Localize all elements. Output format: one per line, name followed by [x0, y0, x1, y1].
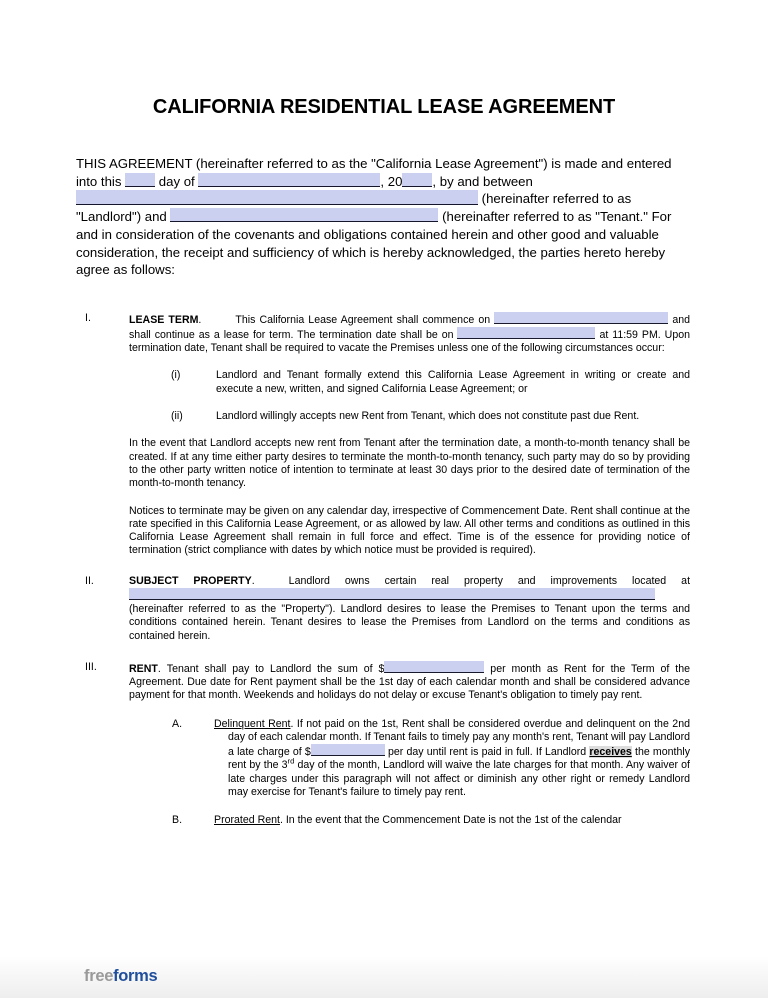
lease-term-item-ii — [129, 410, 690, 423]
delinquent-rent-title: Delinquent Rent — [214, 717, 291, 730]
section-lease-term — [85, 312, 690, 558]
section-lease-term-numeral: I. — [85, 312, 91, 324]
intro-text-2: day of — [158, 173, 195, 189]
intro-text-1: THIS AGREEMENT (hereinafter referred to as the "California Lease Agreement") is made and entered into this — [76, 156, 672, 189]
lease-term-item-i — [129, 369, 690, 396]
year-field[interactable] — [402, 173, 432, 187]
tenant-name-field[interactable] — [170, 208, 438, 222]
section-rent-t3: per month as Rent for the Term of the Agreement. Due date for Rent payment shall be the 1st day of each calendar month and shall be considered advance payment for that month. Weekends and holidays do not delay or excuse Tenant's obligation to timely pay rent. — [129, 662, 690, 702]
late-charge-amount-field[interactable] — [311, 744, 385, 756]
lease-term-month-to-month-paragraph: In the event that Landlord accepts new rent from Tenant after the termination date, a month-to-month tenancy shall be created. If at any time either party desires to terminate the month-to-month tenancy, such party may do so by providing to the other party written notice of intention to terminate at least 30 days prior to the desired date of termination of the month-to-month tenancy. — [129, 437, 690, 490]
section-lease-term-heading: LEASE TERM — [129, 313, 199, 326]
day-field[interactable] — [125, 173, 155, 187]
section-lease-term-t2: This California Lease Agreement shall commence on — [235, 313, 491, 326]
logo-text-free: free — [84, 967, 114, 985]
section-subject-property — [85, 575, 690, 643]
intro-text-3: , 20 — [380, 173, 403, 189]
lease-term-item-i-marker: (i) — [171, 369, 181, 382]
rent-item-b-marker: B. — [172, 814, 183, 827]
month-field[interactable] — [198, 173, 380, 187]
delinquent-rent-t3: the monthly rent by the 3 — [228, 746, 690, 772]
monthly-rent-amount-field[interactable] — [384, 661, 484, 673]
intro-paragraph — [76, 155, 690, 279]
document-body — [85, 312, 690, 828]
delinquent-rent-t1: . If not paid on the 1st, Rent shall be considered overdue and delinquent on the 2nd day of each calendar month. If Tenant fails to timely pay any month's rent, Tenant will pay Landlord a late charge of $ — [228, 717, 690, 759]
page-title: CALIFORNIA RESIDENTIAL LEASE AGREEMENT — [152, 96, 616, 118]
section-subject-property-t2: Landlord owns certain real property and improvements located at — [288, 574, 691, 587]
lease-term-item-ii-marker: (ii) — [171, 410, 183, 423]
section-lease-term-body — [129, 312, 690, 558]
termination-date-field[interactable] — [457, 327, 595, 339]
section-subject-property-heading: SUBJECT PROPERTY — [129, 574, 252, 587]
delinquent-rent-t2: per day until rent is paid in full. If Landlord — [388, 746, 587, 759]
lease-term-item-i-text: Landlord and Tenant formally extend this California Lease Agreement in writing or create and execute a new, written, and signed California Lease Agreement; or — [216, 369, 690, 395]
logo-text-forms: forms — [113, 967, 158, 985]
landlord-name-field[interactable] — [76, 190, 478, 204]
intro-text-6: (hereinafter referred to as "Tenant." For and in consideration of the covenants and obligations contained herein and other good and valuable consideration, the receipt and sufficiency of which is hereby acknowledged, the parties hereto hereby agree as follows: — [76, 209, 672, 278]
section-rent-t1: . — [157, 662, 161, 675]
intro-text-4: , by and between — [432, 173, 533, 189]
section-rent-heading: RENT — [129, 662, 158, 675]
section-lease-term-t4: at 11:59 PM. Upon termination date, Tenant shall be required to vacate the Premises unless one of the following circumstances occur: — [129, 328, 690, 355]
section-subject-property-t3: (hereinafter referred to as the "Property"). Landlord desires to lease the Premises to Tenant upon the terms and conditions contained herein. Tenant desires to lease the Premises from Landlord on the terms and conditions as contained herein. — [129, 603, 690, 642]
rent-item-a — [129, 718, 690, 800]
property-address-field[interactable] — [129, 588, 655, 600]
section-rent — [85, 661, 690, 828]
section-subject-property-numeral: II. — [85, 574, 94, 587]
section-lease-term-t1: . — [198, 313, 202, 326]
prorated-rent-t1: . In the event that the Commencement Date is not the 1st of the calendar — [279, 814, 622, 827]
lease-term-notices-paragraph: Notices to terminate may be given on any calendar day, irrespective of Commencement Date. Rent shall continue at the rate specified in this California Lease Agreement, or as allowed by law. All other terms and conditions as outlined in this California Lease Agreement shall remain in full force and effect. Time is of the essence for providing notice of termination (strict compliance with dates by which notice must be provided is required). — [129, 504, 690, 557]
freeforms-logo[interactable] — [84, 967, 157, 986]
section-subject-property-body — [129, 575, 690, 643]
delinquent-rent-t4: day of the month, Landlord will waive the late charges for that month. Any waiver of late charges under this paragraph will not affect or diminish any other right or remedy Landlord may exercise for Tenant's failure to timely pay rent. — [228, 759, 690, 798]
rent-item-b — [129, 814, 690, 827]
delinquent-rent-highlight: receives — [589, 746, 632, 759]
section-lease-term-t3: and shall continue as a lease for term. The termination date shall be on — [129, 313, 690, 341]
rent-item-a-marker: A. — [172, 717, 183, 730]
section-subject-property-t1: . — [251, 574, 255, 587]
rent-item-b-text — [214, 814, 690, 827]
section-rent-t2: Tenant shall pay to Landlord the sum of $ — [166, 662, 385, 675]
section-rent-numeral: III. — [85, 661, 97, 674]
intro-text-5: (hereinafter referred to as "Landlord") and — [76, 191, 632, 225]
commencement-date-field[interactable] — [494, 312, 668, 324]
section-rent-body — [129, 661, 690, 828]
delinquent-rent-ordinal: rd — [287, 756, 295, 766]
prorated-rent-title: Prorated Rent — [214, 814, 280, 827]
lease-term-item-ii-text: Landlord willingly accepts new Rent from Tenant, which does not constitute past due Rent. — [216, 410, 640, 423]
rent-item-a-text — [214, 718, 690, 800]
